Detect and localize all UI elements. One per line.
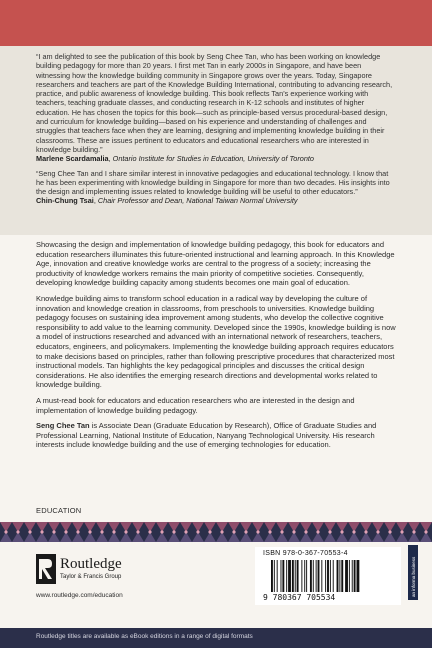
publisher-url[interactable]: www.routledge.com/education bbox=[36, 592, 123, 599]
author-bio-text: is Associate Dean (Graduate Education by Research), Office of Graduate Studies and Professional Learning, National Institute of Education, Nanyang Technological University. His research interests include knowledge building and the use of emerging technologies for education. bbox=[36, 421, 377, 450]
barcode-bar bbox=[325, 560, 326, 592]
barcode-bar bbox=[354, 560, 356, 592]
routledge-logo-icon bbox=[36, 554, 56, 584]
author-name: Seng Chee Tan bbox=[36, 421, 90, 431]
barcode-bar bbox=[292, 560, 294, 592]
barcode-bar bbox=[318, 560, 320, 592]
barcode-bar bbox=[286, 560, 287, 592]
informa-badge bbox=[408, 545, 418, 600]
barcode-bar bbox=[321, 560, 322, 592]
subject-category: EDUCATION bbox=[36, 506, 82, 515]
barcode-bar bbox=[306, 560, 307, 592]
barcode-bar bbox=[341, 560, 343, 592]
endorsement-quote-1: “I am delighted to see the publication of this book by Seng Chee Tan, who has been working on knowledge building pedagogy for more than 20 years. I first met Tan in early 2000s in Singapore, and have been witnessing how the knowledge building community in Singapore grows over the years. Today, Singapore researchers and teachers are part of the Knowledge Building International, contributing to advancing research, practice, and public awareness of knowledge building. This book reflects Tan’s experience working with teachers, teaching graduate classes, and conducting research in K-12 schools and institutes of higher education. He has chosen the topics for this book—such as principle-based versus procedural-based design, and curriculum for knowledge building—based on his experience and understanding of challenges and struggles that teachers face when they are learning, designing and implementing knowledge building in their classrooms. These are issues pertinent to educators and educational researchers who are interested in knowledge building.” bbox=[36, 52, 393, 154]
footer-text: Routledge titles are available as eBook editions in a range of digital formats bbox=[36, 633, 253, 640]
barcode-bar bbox=[295, 560, 296, 592]
barcode-bar bbox=[316, 560, 317, 592]
barcode-box bbox=[255, 547, 401, 605]
barcode-bar bbox=[333, 560, 334, 592]
publisher-name: Routledge bbox=[60, 556, 122, 572]
endorsement-attribution-1: Marlene Scardamalia, Ontario Institute for Studies in Education, University of Toronto bbox=[36, 154, 314, 164]
publisher-panel bbox=[0, 542, 432, 628]
description-paragraph-2: Knowledge building aims to transform school education in a radical way by developing the culture of innovation and knowledge creation in classrooms, from preschools to universities. Knowledge building pedagogy focuses on sustaining idea improvement among students, who develop the collective cognitive responsibility to add value to the learning community. Developed since the 1990s, knowledge building is now a model of instructions researched and advanced with an international network of researchers, teachers, educators, engineers, and policymakers. Implementing the knowledge building approach requires educators to make decisions based on principles, rather than following prescriptive procedures that characterized most instructional models. Tan highlights the key pedagogical principles and discusses the critical design considerations. He also identifies the emerging research directions and developmental works related to knowledge building. bbox=[36, 293, 396, 390]
author-bio bbox=[36, 421, 396, 450]
footer-bar bbox=[0, 628, 432, 648]
informa-badge-text: an informa business bbox=[411, 556, 416, 597]
description-paragraph-1: Showcasing the design and implementation of knowledge building pedagogy, this book for educators and education researchers illuminates this future-oriented instructional and learning approach. In this Knowledge Age, innovation and creative knowledge works are central to the progress of a society; increasing the productivity of knowledge workers remains the main priority of competitive societies. Consequently, developing knowledge building capacity among students becomes one main goal of education. bbox=[36, 240, 395, 288]
barcode-bar bbox=[352, 560, 353, 592]
barcode-bar bbox=[304, 560, 305, 592]
barcode-bar bbox=[281, 560, 282, 592]
barcode-bar bbox=[310, 560, 312, 592]
barcode-bar bbox=[288, 560, 291, 592]
barcode-bar bbox=[345, 560, 348, 592]
top-color-band bbox=[0, 0, 432, 46]
barcode-bar bbox=[337, 560, 339, 592]
barcode-bar bbox=[271, 560, 273, 592]
endorsement-attribution-2: Chin-Chung Tsai, Chair Professor and Dean, National Taiwan Normal University bbox=[36, 196, 298, 206]
barcode-icon bbox=[261, 560, 395, 602]
endorser-name-2: Chin-Chung Tsai bbox=[36, 196, 94, 206]
description-paragraph-3: A must-read book for educators and education researchers who are interested in the design and implementation of knowledge building pedagogy. bbox=[36, 395, 355, 415]
decorative-pattern-strip bbox=[0, 522, 432, 542]
publisher-group: Taylor & Francis Group bbox=[60, 574, 122, 580]
description-panel bbox=[0, 235, 432, 515]
endorser-affiliation-2: Chair Professor and Dean, National Taiwan Normal University bbox=[97, 196, 298, 206]
barcode-bar bbox=[349, 560, 350, 592]
barcode-bar bbox=[313, 560, 314, 592]
endorsements-panel bbox=[0, 46, 432, 235]
barcode-digits: 9 780367 705534 bbox=[263, 593, 336, 602]
barcode-bar bbox=[357, 560, 360, 592]
endorsement-quote-2: “Seng Chee Tan and I share similar interest in innovative pedagogies and educational technology. I know that he has been experimenting with knowledge building in Singapore for more than two decades. His insights into the design and implementing issues related to knowledge building will be useful to other educators.” bbox=[36, 168, 390, 197]
barcode-bar bbox=[282, 560, 284, 592]
endorser-affiliation-1: Ontario Institute for Studies in Education, University of Toronto bbox=[112, 154, 314, 164]
isbn-label: ISBN 978-0-367-70553-4 bbox=[263, 550, 348, 557]
barcode-bar bbox=[277, 560, 278, 592]
barcode-bar bbox=[339, 560, 340, 592]
pattern-icon bbox=[0, 522, 432, 542]
barcode-bar bbox=[274, 560, 275, 592]
endorser-name-1: Marlene Scardamalia bbox=[36, 154, 109, 164]
barcode-bar bbox=[301, 560, 302, 592]
barcode-bar bbox=[330, 560, 331, 592]
barcode-bar bbox=[297, 560, 299, 592]
routledge-logo bbox=[36, 554, 176, 588]
barcode-bar bbox=[327, 560, 329, 592]
